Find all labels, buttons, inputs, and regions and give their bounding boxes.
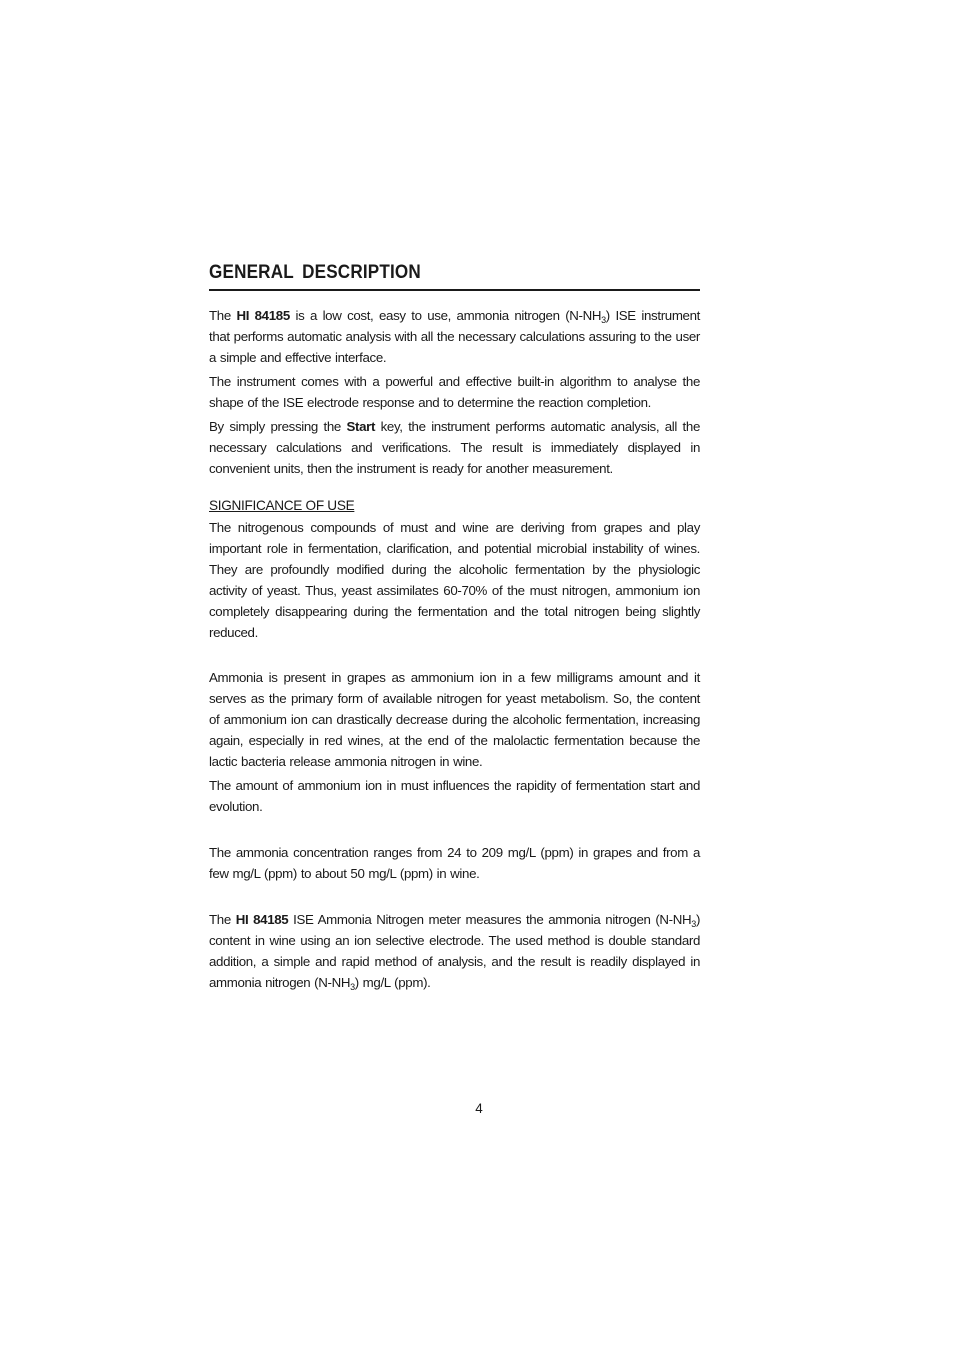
section-title: GENERAL DESCRIPTION [209,262,421,283]
model-name: HI 84185 [236,308,290,323]
model-name: HI 84185 [235,912,289,927]
significance-section [209,517,700,993]
significance-heading: SIGNIFICANCE OF USE [209,498,355,513]
page-number: 4 [475,1101,483,1116]
page-content [209,262,700,993]
subscript: 3 [601,315,606,325]
intro-paragraph-1: The HI 84185 is a low cost, easy to use, ammonia nitrogen $(N-NH_3)$ ISE instrument that performs automatic analysis with all the necessary calculations assuring to the user a simple and effective interface. [209,308,700,365]
significance-paragraph-5: The HI 84185 ISE Ammonia Nitrogen meter measures the ammonia nitrogen $(N-NH_3)$ content in wine using an ion selective electrode. The used method is double standard addition, a simple and rapid method of analysis, and the result is readily displayed in ammonia nitrogen $(N-NH_3)$ mg/L (ppm). [209,912,701,992]
intro-section [209,305,700,479]
significance-paragraph-3: The amount of ammonium ion in must influences the rapidity of fermentation start and evolution. [209,778,700,814]
subscript: 3 [691,919,696,929]
subscript: 3 [350,982,355,992]
section-title-rule [209,262,700,291]
significance-paragraph-4: The ammonia concentration ranges from 24 to 209 mg/L (ppm) in grapes and from a few mg/L (ppm) to about 50 mg/L (ppm) in wine. [209,845,700,881]
intro-paragraph-3: By simply pressing the Start key, the instrument performs automatic analysis, all the necessary calculations and verifications. The result is immediately displayed in convenient units, then the instrument is ready for another measurement. [209,419,700,476]
intro-paragraph-2: The instrument comes with a powerful and effective built-in algorithm to analyse the shape of the ISE electrode response and to determine the reaction completion. [209,374,700,410]
significance-paragraph-1: The nitrogenous compounds of must and wine are deriving from grapes and play important role in fermentation, clarification, and potential microbial instability of wines. They are profoundly modified during the alcoholic fermentation by the physiologic activity of yeast. Thus, yeast assimilates 60-70% of the must nitrogen, ammonium ion completely disappearing during the fermentation and the total nitrogen being slightly reduced. [209,520,700,640]
start-key-label: Start [346,419,376,434]
significance-paragraph-2: Ammonia is present in grapes as ammonium ion in a few milligrams amount and it serves as the primary form of available nitrogen for yeast metabolism. So, the content of ammonium ion can drastically decrease during the alcoholic fermentation, increasing again, especially in red wines, at the end of the malolactic fermentation because the lactic bacteria release ammonia nitrogen in wine. [209,670,700,769]
